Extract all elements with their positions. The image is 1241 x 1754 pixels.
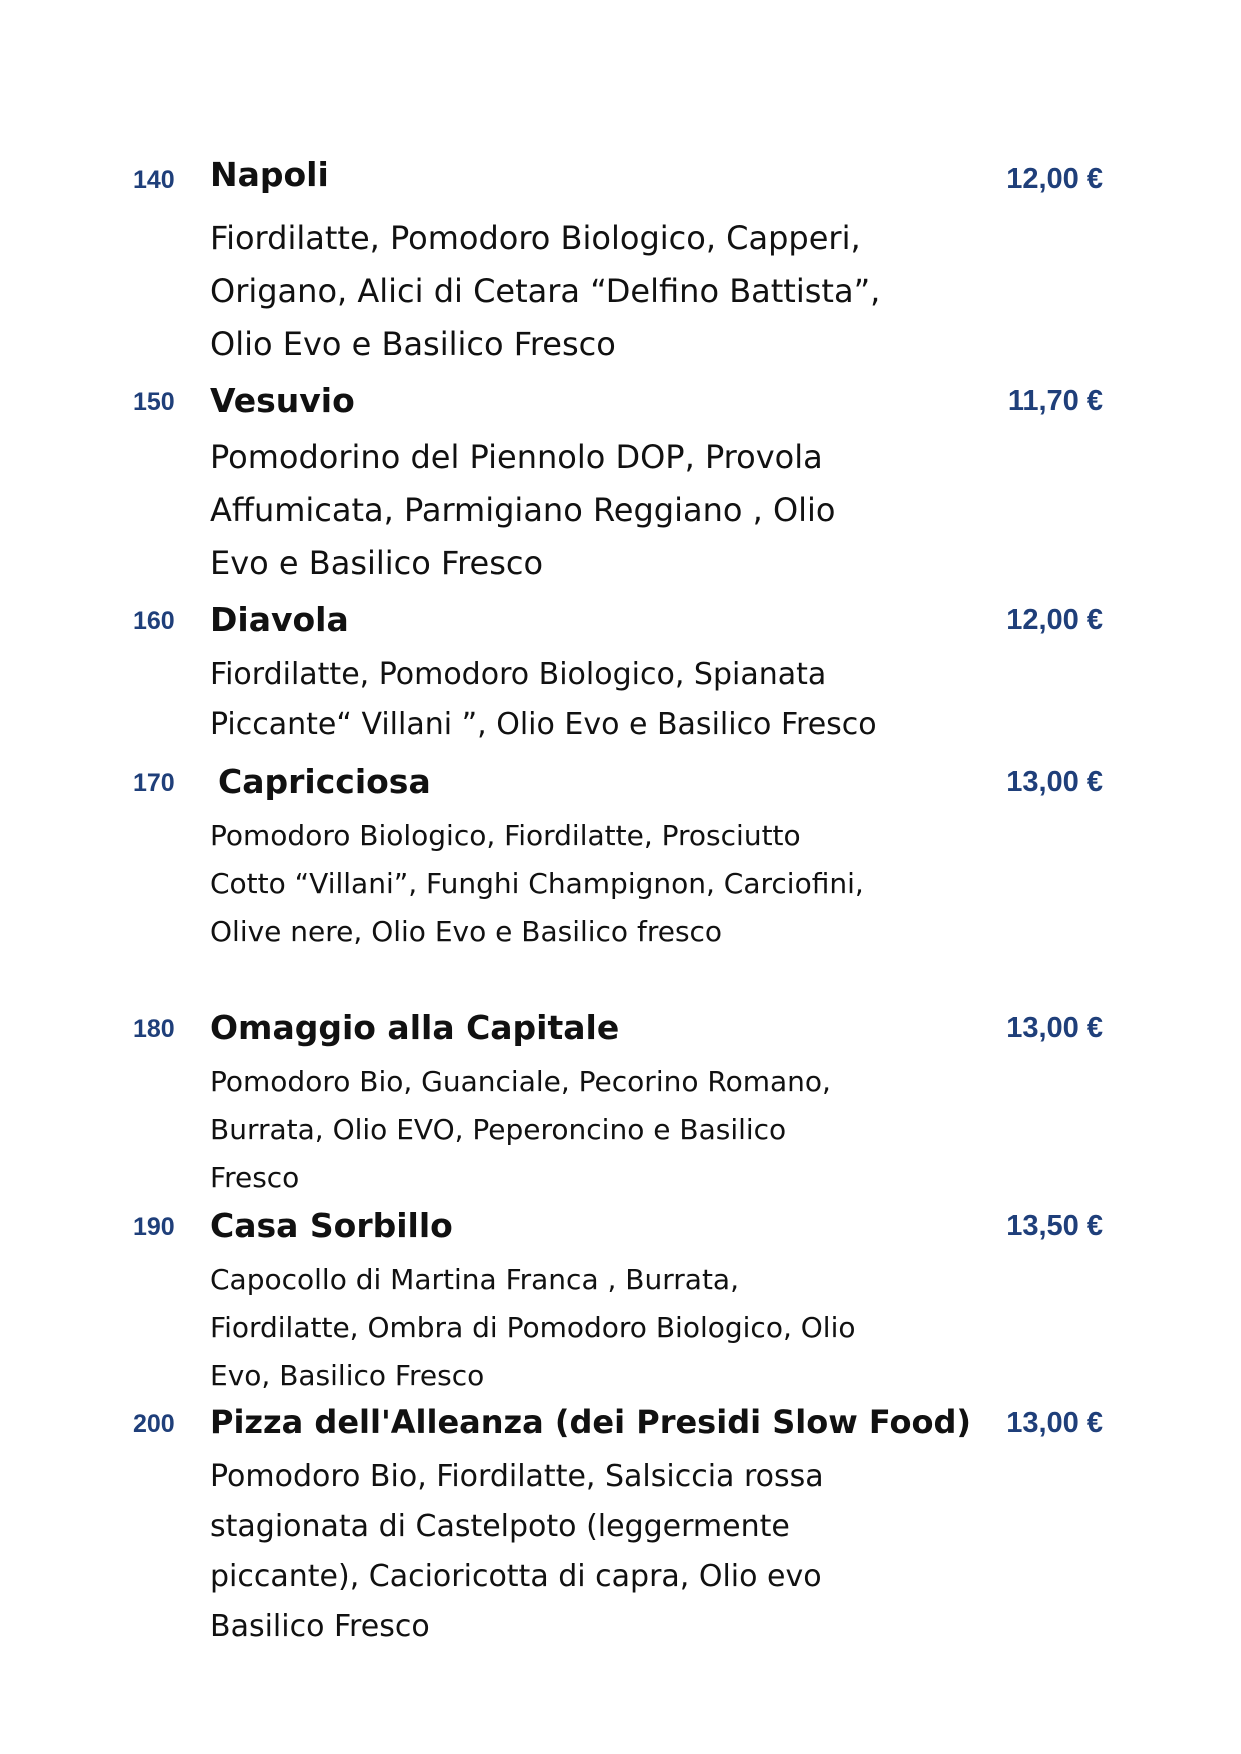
description-line: Evo, Basilico Fresco	[210, 1359, 485, 1392]
description-line: piccante), Cacioricotta di capra, Olio evo	[210, 1559, 822, 1594]
description-line: Fiordilatte, Ombra di Pomodoro Biologico, Olio	[210, 1311, 856, 1344]
description-line: Evo e Basilico Fresco	[210, 544, 544, 582]
item-description	[210, 1452, 950, 1652]
description-line: Fresco	[210, 1161, 300, 1194]
item-name: Pizza dell'Alleanza (dei Presidi Slow Food)	[210, 1403, 971, 1441]
item-description	[210, 650, 950, 750]
item-price: 11,70 €	[1007, 385, 1103, 417]
description-line: Fiordilatte, Pomodoro Biologico, Spianata	[210, 657, 827, 692]
item-price: 13,00 €	[1006, 1012, 1103, 1044]
description-line: Pomodoro Bio, Guanciale, Pecorino Romano,	[210, 1065, 831, 1098]
description-line: Origano, Alici di Cetara “Delfino Battista”,	[210, 272, 881, 310]
description-line: Capocollo di Martina Franca , Burrata,	[210, 1263, 739, 1296]
item-description	[210, 212, 950, 371]
item-name: Omaggio alla Capitale	[210, 1008, 620, 1047]
description-line: Basilico Fresco	[210, 1609, 430, 1644]
description-line: Cotto “Villani”, Funghi Champignon, Carciofini,	[210, 867, 864, 900]
item-code: 170	[133, 769, 175, 797]
item-price: 12,00 €	[1006, 604, 1103, 636]
item-code: 200	[133, 1410, 175, 1438]
item-code: 180	[133, 1015, 175, 1043]
item-code: 150	[133, 388, 175, 416]
description-line: stagionata di Castelpoto (leggermente	[210, 1509, 790, 1544]
item-price: 13,50 €	[1006, 1210, 1103, 1242]
item-price: 12,00 €	[1006, 163, 1103, 195]
item-description	[210, 1058, 950, 1202]
description-line: Olio Evo e Basilico Fresco	[210, 325, 616, 363]
description-line: Affumicata, Parmigiano Reggiano , Olio	[210, 491, 836, 529]
item-description	[210, 812, 950, 956]
item-name: Napoli	[210, 155, 329, 194]
item-name: Vesuvio	[210, 381, 355, 420]
item-description	[210, 1256, 950, 1400]
description-line: Pomodoro Biologico, Fiordilatte, Prosciutto	[210, 819, 801, 852]
description-line: Pomodorino del Piennolo DOP, Provola	[210, 438, 823, 476]
description-line: Fiordilatte, Pomodoro Biologico, Capperi,	[210, 219, 861, 257]
item-description	[210, 431, 950, 590]
item-name: Capricciosa	[218, 762, 431, 801]
item-code: 160	[133, 607, 175, 635]
item-code: 140	[133, 166, 175, 194]
item-name: Casa Sorbillo	[210, 1206, 453, 1245]
description-line: Piccante“ Villani ”, Olio Evo e Basilico Fresco	[210, 707, 877, 742]
description-line: Pomodoro Bio, Fiordilatte, Salsiccia rossa	[210, 1459, 824, 1494]
description-line: Olive nere, Olio Evo e Basilico fresco	[210, 915, 723, 948]
item-code: 190	[133, 1213, 175, 1241]
item-price: 13,00 €	[1006, 1407, 1103, 1439]
description-line: Burrata, Olio EVO, Peperoncino e Basilico	[210, 1113, 787, 1146]
item-price: 13,00 €	[1006, 766, 1103, 798]
item-name: Diavola	[210, 600, 349, 639]
